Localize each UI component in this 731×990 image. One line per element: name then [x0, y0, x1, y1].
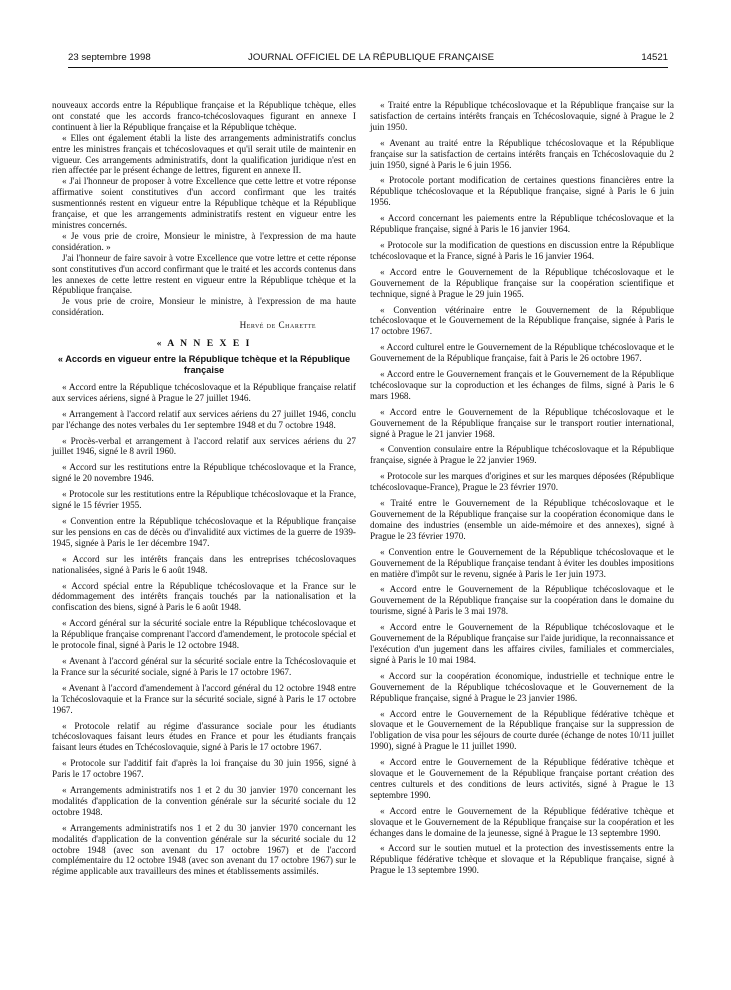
annex-list-item: « Protocole relatif au régime d'assurance sociale pour les étudiants tchécoslovaques faisant leurs études en France et pour les étudiants français faisant leurs études en Tchécoslovaquie, signé à Paris le 17 octobre 1967.: [52, 720, 356, 753]
annex-list-item: « Accord entre le Gouvernement de la République tchécoslovaque et le Gouvernement de la République française sur la coopération scientifique et technique, signé à Prague le 29 juin 1965.: [370, 266, 674, 299]
intro-paragraph: « Elles ont également établi la liste des arrangements administratifs conclus entre les ministres français et tchécoslovaques et qu'il serait utile de maintenir en vigueur. Ces arrangements administratifs, dont la qualification juridique n'est en rien affectée par le présent échange de lettres, figurent en annexe II.: [52, 132, 356, 176]
annex-list-item: « Arrangement à l'accord relatif aux services aériens du 27 juillet 1946, conclu par l'échange des notes verbales du 1er septembre 1948 et du 7 octobre 1948.: [52, 408, 356, 430]
annex-list-item: « Convention entre le Gouvernement de la République tchécoslovaque et le Gouvernement de la République française tendant à éviter les doubles impositions en matière d'impôt sur le revenu, signée à Paris le 1er juin 1973.: [370, 546, 674, 579]
annex-list-item: « Convention vétérinaire entre le Gouvernement de la République tchécoslovaque et le Gouvernement de la République française, signée à Paris le 17 octobre 1967.: [370, 304, 674, 337]
annex-list-item: « Accord entre le Gouvernement de la République tchécoslovaque et le Gouvernement de la République française sur l'aide juridique, la reconnaissance et l'exécution d'un jugement dans les affaires civiles, familiales et commerciales, signé à Paris le 10 mai 1984.: [370, 622, 674, 665]
annex-list-item: « Accord culturel entre le Gouvernement de la République tchécoslovaque et le Gouvernement de la République française, fait à Paris le 26 octobre 1967.: [370, 342, 674, 364]
annex-list-item: « Accord entre le Gouvernement de la République fédérative tchèque et slovaque et le Gouvernement de la République française portant création des centres culturels et des conditions de leurs activités, signé à Prague le 13 septembre 1990.: [370, 757, 674, 800]
left-annex-list: [52, 382, 356, 877]
annex-list-item: « Accord sur le soutien mutuel et la protection des investissements entre la République fédérative tchèque et slovaque et la République française, signé à Prague le 13 septembre 1990.: [370, 843, 674, 876]
annex-list-item: « Convention consulaire entre la République tchécoslovaque et la République française, signée à Prague le 22 janvier 1969.: [370, 444, 674, 466]
annex-list-item: « Procès-verbal et arrangement à l'accord relatif aux services aériens du 27 juillet 1946, signé le 8 avril 1960.: [52, 435, 356, 457]
header-date: 23 septembre 1998: [68, 52, 151, 63]
annex-list-item: « Accord entre le Gouvernement de la République tchécoslovaque et le Gouvernement de la République française sur le transport routier international, signé à Prague le 21 janvier 1968.: [370, 406, 674, 439]
annex-list-item: « Accord sur la coopération économique, industrielle et technique entre le Gouvernement de la République tchécoslovaque et le Gouvernement de la République française, signé à Prague le 23 janvier 1986.: [370, 670, 674, 703]
annex-list-item: « Protocole sur l'additif fait d'après la loi française du 30 juin 1956, signé à Paris le 17 octobre 1967.: [52, 758, 356, 780]
page-header: [68, 51, 668, 67]
annex-list-item: « Avenant à l'accord d'amendement à l'accord général du 12 octobre 1948 entre la Tchécoslovaquie et la France sur la sécurité sociale, signé à Paris le 17 octobre 1967.: [52, 682, 356, 715]
annex-list-item: « Traité entre le Gouvernement de la République tchécoslovaque et le Gouvernement de la République française sur la coopération économique dans le domaine des industries (ensemble un aide-mémoire et des annexes), signé à Prague le 23 février 1970.: [370, 498, 674, 541]
annex-list-item: « Accord concernant les paiements entre la République tchécoslovaque et la République française, signé à Paris le 16 janvier 1964.: [370, 213, 674, 235]
header-rule: [68, 67, 668, 68]
annex-list-item: « Arrangements administratifs nos 1 et 2 du 30 janvier 1970 concernant les modalités d'application de la convention générale sur la sécurité sociale du 12 octobre 1948 (avec son avenant du 17 octobre 1967) et de l'accord complémentaire du 12 octobre 1948 (avec son avenant du 17 octobre 1967) sur le régime applicable aux travailleurs des mines et établissements assimilés.: [52, 822, 356, 877]
header-journal-title: JOURNAL OFFICIEL DE LA RÉPUBLIQUE FRANÇAISE: [248, 52, 495, 63]
right-column: [370, 100, 674, 881]
intro-paragraph: nouveaux accords entre la République française et la République tchèque, elles ont constaté que les accords franco-tchécoslovaques figurant en annexe I continuent à lier la République française et la République tchèque.: [52, 100, 356, 132]
right-annex-list: [370, 100, 674, 876]
annex-list-item: « Accord sur les restitutions entre la République tchécoslovaque et la France, signé le 20 novembre 1946.: [52, 462, 356, 484]
annex-list-item: « Protocole sur les marques d'origines et sur les marques déposées (République tchécoslovaque-France), Prague le 23 février 1970.: [370, 471, 674, 493]
left-column: [52, 100, 356, 882]
annex-subtitle: « Accords en vigueur entre la République tchèque et la République française: [57, 353, 351, 375]
annex-list-item: « Accord spécial entre la République tchécoslovaque et la France sur le dédommagement des intérêts français touchés par la nationalisation et la confiscation des biens, signé à Paris le 6 août 1948.: [52, 580, 356, 613]
header-page-number: 14521: [641, 52, 668, 63]
annex-list-item: « Avenant au traité entre la République tchécoslovaque et la République française sur la satisfaction de certains intérêts français en Tchécoslovaquie du 2 juin 1950, signé à Paris le 6 juin 1956.: [370, 137, 674, 170]
annex-list-item: « Accord sur les intérêts français dans les entreprises tchécoslovaques nationalisées, signé à Paris le 6 août 1948.: [52, 553, 356, 575]
intro-paragraph: Je vous prie de croire, Monsieur le ministre, à l'expression de ma haute considération.: [52, 296, 356, 318]
annex-list-item: « Accord général sur la sécurité sociale entre la République tchécoslovaque et la République française comprenant l'accord d'amendement, le protocole spécial et le protocole final, signé à Paris le 12 octobre 1948.: [52, 618, 356, 651]
annex-list-item: « Protocole portant modification de certaines questions financières entre la République tchécoslovaque et la République française, signé à Paris le 6 juin 1956.: [370, 175, 674, 208]
intro-paragraph: J'ai l'honneur de faire savoir à votre Excellence que votre lettre et cette réponse sont constitutives d'un accord confirmant que le traité et les accords contenus dans les annexes de cette lettre restent en vigueur entre la République tchèque et la République française.: [52, 252, 356, 296]
intro-paragraph: « J'ai l'honneur de proposer à votre Excellence que cette lettre et votre réponse affirmative soient constitutives d'un accord confirmant que les traités susmentionnés restent en vigueur entre la République tchèque et la République française, et que les arrangements administratifs restent en vigueur entre les ministres concernés.: [52, 176, 356, 230]
annex-title: « A N N E X E I: [156, 338, 252, 350]
annex-list-item: « Accord entre la République tchécoslovaque et la République française relatif aux services aériens, signé à Prague le 27 juillet 1946.: [52, 381, 356, 403]
annex-list-item: « Avenant à l'accord général sur la sécurité sociale entre la Tchécoslovaquie et la France sur la sécurité sociale, signé à Paris le 17 octobre 1967.: [52, 655, 356, 677]
annex-list-item: « Protocole sur la modification de questions en discussion entre la République tchécoslovaque et la France, signé à Paris le 16 janvier 1964.: [370, 239, 674, 261]
annex-list-item: « Accord entre le Gouvernement de la République fédérative tchèque et slovaque et le Gouvernement de la République française sur la suppression de l'obligation de visa pour les séjours de courte durée (échange de notes 10/11 juillet 1990), signé à Prague le 11 juillet 1990.: [370, 708, 674, 752]
signature: Hervé de Charette: [239, 320, 316, 331]
annex-list-item: « Traité entre la République tchécoslovaque et la République française sur la satisfaction de certains intérêts français en Tchécoslovaquie, signé à Prague le 2 juin 1950.: [370, 100, 674, 132]
annex-list-item: « Convention entre la République tchécoslovaque et la République française sur les pensions en cas de décès ou d'invalidité aux victimes de la guerre de 1939-1945, signée à Paris le 1er décembre 1947.: [52, 516, 356, 548]
annex-list-item: « Accord entre le Gouvernement de la République tchécoslovaque et le Gouvernement de la République française sur la coopération dans le domaine du tourisme, signé à Paris le 3 mai 1978.: [370, 584, 674, 617]
annex-list-item: « Protocole sur les restitutions entre la République tchécoslovaque et la France, signé le 15 février 1955.: [52, 489, 356, 511]
annex-list-item: « Accord entre le Gouvernement de la République fédérative tchèque et slovaque et le Gouvernement de la République française sur la coopération et les échanges dans le domaine de la jeunesse, signé à Prague le 13 septembre 1990.: [370, 805, 674, 838]
intro-paragraph: « Je vous prie de croire, Monsieur le ministre, à l'expression de ma haute considération. »: [52, 230, 356, 252]
annex-list-item: « Accord entre le Gouvernement français et le Gouvernement de la République tchécoslovaque sur la coproduction et les échanges de films, signé à Paris le 6 mars 1968.: [370, 369, 674, 401]
annex-list-item: « Arrangements administratifs nos 1 et 2 du 30 janvier 1970 concernant les modalités d'application de la convention générale sur la sécurité sociale du 12 octobre 1948.: [52, 785, 356, 817]
